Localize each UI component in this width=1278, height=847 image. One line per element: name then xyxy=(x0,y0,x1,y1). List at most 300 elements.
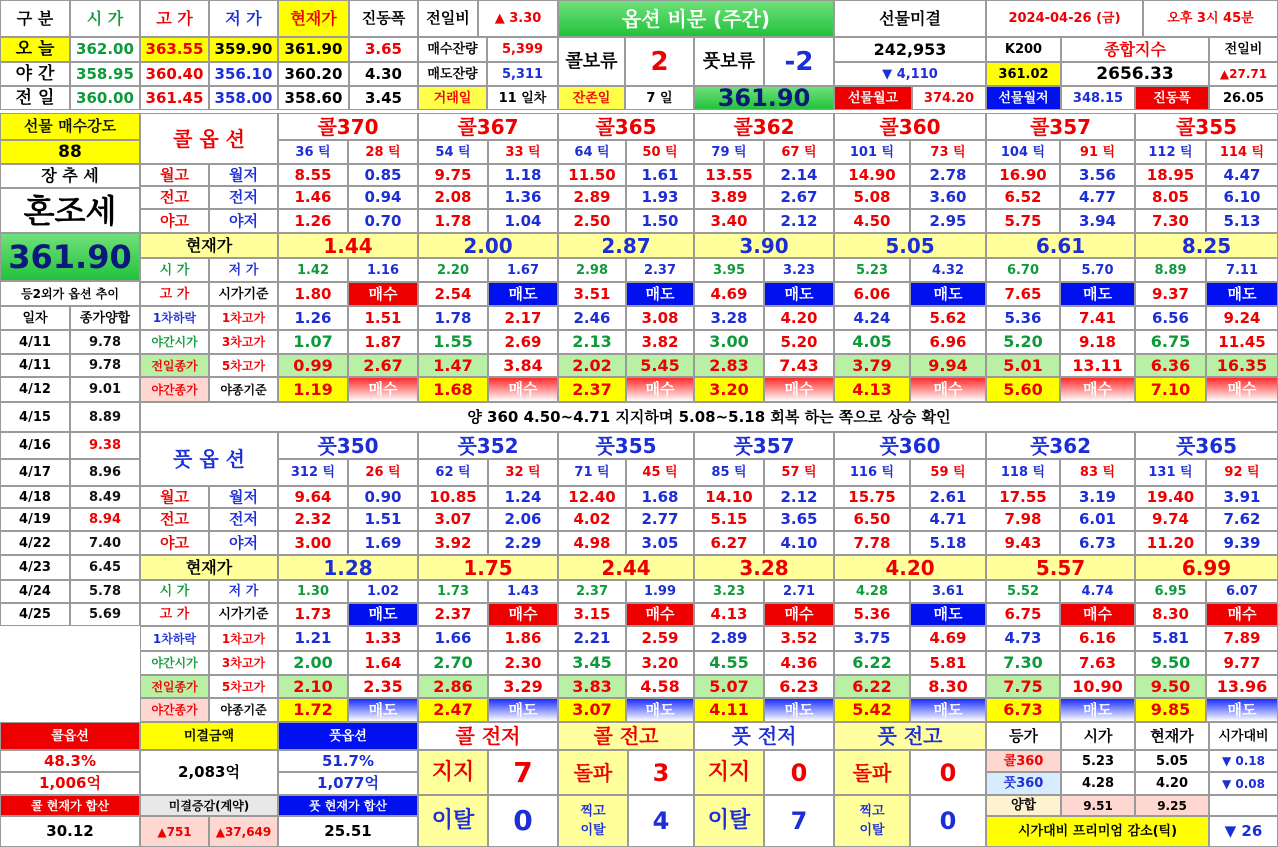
fifth-high: 3.84 xyxy=(488,354,558,377)
option-open: 3.95 xyxy=(694,258,764,282)
third-high: 11.45 xyxy=(1206,330,1278,354)
prev-close: 3.79 xyxy=(834,354,910,377)
col-val: 종가양합 xyxy=(70,306,140,330)
first-low: 1.66 xyxy=(418,626,488,651)
night-close: 3.20 xyxy=(694,377,764,402)
tick-1: 64 틱 xyxy=(558,140,626,164)
option-cur-price: 1.44 xyxy=(278,233,418,258)
fut-mon-high: 374.20 xyxy=(912,86,986,110)
night-high: 3.00 xyxy=(278,531,348,555)
option-high: 1.73 xyxy=(278,603,348,626)
night-high: 3.40 xyxy=(694,209,764,233)
equal-cmp-label: 시가대비 xyxy=(1209,722,1278,750)
session-range: 4.30 xyxy=(349,62,418,86)
prev-close: 9.50 xyxy=(1135,675,1206,698)
tick-1: 112 틱 xyxy=(1135,140,1206,164)
tick-1: 71 틱 xyxy=(558,459,626,486)
option-cur-price: 2.44 xyxy=(558,555,694,580)
row-label: 월저 xyxy=(209,164,278,186)
month-low: 0.90 xyxy=(348,486,418,508)
tick-1: 62 틱 xyxy=(418,459,488,486)
first-low: 2.46 xyxy=(558,306,626,330)
night-open: 2.13 xyxy=(558,330,626,354)
prev-low: 2.06 xyxy=(488,508,558,531)
touch-label xyxy=(558,795,628,847)
openbase-label: 시가기준 xyxy=(209,282,278,306)
night-open: 4.55 xyxy=(694,651,764,675)
option-open: 1.73 xyxy=(418,580,488,603)
session-low: 358.00 xyxy=(209,86,278,110)
first-high: 2.17 xyxy=(488,306,558,330)
prev-high: 2.08 xyxy=(418,186,488,209)
option-open: 4.28 xyxy=(834,580,910,603)
night-signal-badge: 매도 xyxy=(764,698,834,722)
trend-val: 혼조세 xyxy=(0,188,140,233)
night-signal-badge: 매수 xyxy=(348,377,418,402)
third-high-label: 3차고가 xyxy=(209,330,278,354)
third-high: 5.20 xyxy=(764,330,834,354)
month-low: 4.47 xyxy=(1206,164,1278,186)
buy-remain-label: 매수잔량 xyxy=(418,37,487,62)
night-close: 5.42 xyxy=(834,698,910,722)
trade-day-val: 11 일차 xyxy=(487,86,558,110)
night-open: 3.45 xyxy=(558,651,626,675)
month-low: 2.12 xyxy=(764,486,834,508)
strike-name: 풋355 xyxy=(558,432,694,459)
night-low: 2.29 xyxy=(488,531,558,555)
month-high: 15.75 xyxy=(834,486,910,508)
list-item-date: 4/11 xyxy=(0,354,70,377)
fifth-high: 3.29 xyxy=(488,675,558,698)
option-cur-price: 2.00 xyxy=(418,233,558,258)
night-high: 11.20 xyxy=(1135,531,1206,555)
option-low: 1.99 xyxy=(626,580,694,603)
leave-count: 0 xyxy=(488,795,558,847)
list-item-val: 8.94 xyxy=(70,508,140,531)
night-high: 3.92 xyxy=(418,531,488,555)
first-high: 9.24 xyxy=(1206,306,1278,330)
low-label: 저 가 xyxy=(209,258,278,282)
equal-call-open: 5.23 xyxy=(1061,750,1135,772)
trend-label: 장 추 세 xyxy=(0,164,140,188)
break-count: 3 xyxy=(628,750,694,795)
first-low: 3.28 xyxy=(694,306,764,330)
call-amt: 1,006억 xyxy=(0,772,140,795)
put-summary-label: 풋옵션 xyxy=(278,722,418,750)
unsettled-inc-label: 미결증감(계약) xyxy=(140,795,278,816)
unsettled-inc-1: ▲751 xyxy=(140,816,209,847)
leave-label: 이탈 xyxy=(418,795,488,847)
list-item-date: 4/11 xyxy=(0,330,70,354)
night-base-label: 야종기준 xyxy=(209,698,278,722)
row-label: 월고 xyxy=(140,164,209,186)
prev-high: 2.89 xyxy=(558,186,626,209)
night-open: 1.07 xyxy=(278,330,348,354)
prev-close: 0.99 xyxy=(278,354,348,377)
third-high: 5.81 xyxy=(910,651,986,675)
option-open: 1.42 xyxy=(278,258,348,282)
first-low: 1.21 xyxy=(278,626,348,651)
option-low: 1.02 xyxy=(348,580,418,603)
fifth-high: 7.43 xyxy=(764,354,834,377)
option-open: 8.89 xyxy=(1135,258,1206,282)
night-low: 9.39 xyxy=(1206,531,1278,555)
prev-high: 5.08 xyxy=(834,186,910,209)
time-label: 오후 3시 45분 xyxy=(1143,0,1278,37)
first-high: 4.20 xyxy=(764,306,834,330)
option-low: 1.67 xyxy=(488,258,558,282)
option-low: 1.43 xyxy=(488,580,558,603)
session-high: 360.40 xyxy=(140,62,209,86)
list-item-val: 9.01 xyxy=(70,377,140,402)
option-cur-price: 6.99 xyxy=(1135,555,1278,580)
strike-name: 콜367 xyxy=(418,113,558,140)
night-high: 7.78 xyxy=(834,531,910,555)
tick-1: 79 틱 xyxy=(694,140,764,164)
strength-val: 88 xyxy=(0,140,140,164)
remain-day-label: 잔존일 xyxy=(558,86,625,110)
strike-name: 풋365 xyxy=(1135,432,1278,459)
chart-label: 등2외가 옵션 추이 xyxy=(0,281,140,306)
list-item-val: 8.96 xyxy=(70,459,140,486)
tick-2: 92 틱 xyxy=(1206,459,1278,486)
open-label: 시 가 xyxy=(140,258,209,282)
night-close-label: 야간종가 xyxy=(140,698,209,722)
option-cur-price: 4.20 xyxy=(834,555,986,580)
fifth-high: 13.11 xyxy=(1060,354,1135,377)
list-item-val: 6.45 xyxy=(70,555,140,580)
third-high: 9.77 xyxy=(1206,651,1278,675)
cur-label: 현재가 xyxy=(140,555,278,580)
signal-badge: 매수 xyxy=(1060,603,1135,626)
touch-line-2: 이탈 xyxy=(859,823,885,838)
equal-sum-cur: 9.25 xyxy=(1135,795,1209,816)
strike-name: 콜360 xyxy=(834,113,986,140)
night-low: 3.05 xyxy=(626,531,694,555)
session-high: 361.45 xyxy=(140,86,209,110)
tick-1: 131 틱 xyxy=(1135,459,1206,486)
list-item-date: 4/16 xyxy=(0,432,70,459)
prev-high: 6.52 xyxy=(986,186,1060,209)
touch-line-2: 이탈 xyxy=(580,823,606,838)
openbase-label: 시가기준 xyxy=(209,603,278,626)
option-high: 7.65 xyxy=(986,282,1060,306)
prev-close: 5.01 xyxy=(986,354,1060,377)
put-high-title: 풋 전고 xyxy=(834,722,986,750)
first-low-label: 1차하락 xyxy=(140,306,209,330)
first-high: 3.52 xyxy=(764,626,834,651)
option-cur-price: 5.05 xyxy=(834,233,986,258)
option-high: 4.69 xyxy=(694,282,764,306)
night-open: 4.05 xyxy=(834,330,910,354)
night-close: 2.37 xyxy=(558,377,626,402)
low-label: 저 가 xyxy=(209,580,278,603)
list-item-val: 7.40 xyxy=(70,531,140,555)
list-item-date: 4/25 xyxy=(0,603,70,626)
header-low: 저 가 xyxy=(209,0,278,37)
night-close: 1.19 xyxy=(278,377,348,402)
prev-low: 6.10 xyxy=(1206,186,1278,209)
list-item-date: 4/23 xyxy=(0,555,70,580)
tick-2: 114 틱 xyxy=(1206,140,1278,164)
fut-unsettled-label: 선물미결 xyxy=(834,0,986,37)
session-name: 야 간 xyxy=(0,62,70,86)
option-cur-price: 2.87 xyxy=(558,233,694,258)
option-low: 7.11 xyxy=(1206,258,1278,282)
equal-put-cur: 4.20 xyxy=(1135,772,1209,795)
first-low: 1.26 xyxy=(278,306,348,330)
call-summary-label: 콜옵션 xyxy=(0,722,140,750)
night-low: 5.13 xyxy=(1206,209,1278,233)
option-high: 3.51 xyxy=(558,282,626,306)
night-signal-badge: 매도 xyxy=(1206,698,1278,722)
night-high: 1.26 xyxy=(278,209,348,233)
night-open: 6.22 xyxy=(834,651,910,675)
fifth-high: 2.35 xyxy=(348,675,418,698)
option-open: 6.70 xyxy=(986,258,1060,282)
option-low: 2.71 xyxy=(764,580,834,603)
month-low: 3.56 xyxy=(1060,164,1135,186)
list-item-date: 4/17 xyxy=(0,459,70,486)
premium-label: 시가대비 프리미엄 감소(틱) xyxy=(986,816,1209,847)
month-low: 3.91 xyxy=(1206,486,1278,508)
call-sum-label: 콜 현재가 합산 xyxy=(0,795,140,816)
touch-line-1: 찍고 xyxy=(859,804,885,819)
list-item-val: 5.78 xyxy=(70,580,140,603)
option-cur-price: 1.28 xyxy=(278,555,418,580)
first-high: 5.62 xyxy=(910,306,986,330)
prev-high: 1.46 xyxy=(278,186,348,209)
night-low: 2.12 xyxy=(764,209,834,233)
option-open: 5.52 xyxy=(986,580,1060,603)
p-hold-count: 0 xyxy=(764,750,834,795)
fifth-high: 8.30 xyxy=(910,675,986,698)
third-high: 9.18 xyxy=(1060,330,1135,354)
first-low: 3.75 xyxy=(834,626,910,651)
high-label: 고 가 xyxy=(140,282,209,306)
row-label: 월고 xyxy=(140,486,209,508)
night-open: 2.00 xyxy=(278,651,348,675)
prev-close: 3.83 xyxy=(558,675,626,698)
fifth-high-label: 5차고가 xyxy=(209,354,278,377)
list-item-val: 9.78 xyxy=(70,354,140,377)
month-low: 3.19 xyxy=(1060,486,1135,508)
night-open: 6.75 xyxy=(1135,330,1206,354)
option-high: 6.75 xyxy=(986,603,1060,626)
equal-call-cur: 5.05 xyxy=(1135,750,1209,772)
month-low: 1.68 xyxy=(626,486,694,508)
list-item-date: 4/12 xyxy=(0,377,70,402)
option-low: 4.74 xyxy=(1060,580,1135,603)
option-cur-price: 3.90 xyxy=(694,233,834,258)
prev-high: 3.89 xyxy=(694,186,764,209)
night-low: 5.18 xyxy=(910,531,986,555)
first-low: 2.21 xyxy=(558,626,626,651)
prev-high: 6.50 xyxy=(834,508,910,531)
night-low: 6.73 xyxy=(1060,531,1135,555)
list-item-date: 4/19 xyxy=(0,508,70,531)
signal-badge: 매도 xyxy=(764,282,834,306)
signal-badge: 매수 xyxy=(1206,603,1278,626)
night-close: 3.07 xyxy=(558,698,626,722)
third-high: 7.63 xyxy=(1060,651,1135,675)
night-signal-badge: 매도 xyxy=(348,698,418,722)
night-open: 7.30 xyxy=(986,651,1060,675)
unsettled-val: 242,953 xyxy=(834,37,986,62)
strike-name: 풋357 xyxy=(694,432,834,459)
fifth-high: 4.58 xyxy=(626,675,694,698)
night-high: 9.43 xyxy=(986,531,1060,555)
option-cur-price: 5.57 xyxy=(986,555,1135,580)
first-high: 1.51 xyxy=(348,306,418,330)
first-high: 7.89 xyxy=(1206,626,1278,651)
tick-1: 36 틱 xyxy=(278,140,348,164)
call-pct: 48.3% xyxy=(0,750,140,772)
strike-name: 콜365 xyxy=(558,113,694,140)
big-current-price: 361.90 xyxy=(694,86,834,110)
night-high: 6.27 xyxy=(694,531,764,555)
third-high: 4.36 xyxy=(764,651,834,675)
strike-name: 풋352 xyxy=(418,432,558,459)
put-sum: 25.51 xyxy=(278,816,418,847)
row-label: 야저 xyxy=(209,209,278,233)
p-touch-label xyxy=(834,795,910,847)
night-high: 5.75 xyxy=(986,209,1060,233)
fifth-high: 10.90 xyxy=(1060,675,1135,698)
page-title: 옵션 비문 (주간) xyxy=(558,0,834,37)
first-low: 2.89 xyxy=(694,626,764,651)
strike-name: 콜357 xyxy=(986,113,1135,140)
option-high: 5.36 xyxy=(834,603,910,626)
high-label: 고 가 xyxy=(140,603,209,626)
unsettled-inc-2: ▲37,649 xyxy=(209,816,278,847)
prev-low: 6.01 xyxy=(1060,508,1135,531)
prev-close: 2.02 xyxy=(558,354,626,377)
row-label: 야저 xyxy=(209,531,278,555)
prev-low: 2.67 xyxy=(764,186,834,209)
call-keep-val: 2 xyxy=(625,37,694,86)
comment-text: 양 360 4.50~4.71 지지하며 5.08~5.18 회복 하는 쪽으로 상승 확인 xyxy=(140,402,1278,432)
option-high: 9.37 xyxy=(1135,282,1206,306)
strength-label: 선물 매수강도 xyxy=(0,113,140,140)
tick-2: 57 틱 xyxy=(764,459,834,486)
option-high: 2.54 xyxy=(418,282,488,306)
night-signal-badge: 매도 xyxy=(626,698,694,722)
jin-label: 진동폭 xyxy=(1135,86,1209,110)
first-low: 4.24 xyxy=(834,306,910,330)
night-signal-badge: 매도 xyxy=(910,698,986,722)
option-open: 2.37 xyxy=(558,580,626,603)
prev-close: 1.47 xyxy=(418,354,488,377)
fut-mon-low-label: 선물월저 xyxy=(986,86,1061,110)
option-low: 1.16 xyxy=(348,258,418,282)
prev-low: 3.65 xyxy=(764,508,834,531)
tick-2: 50 틱 xyxy=(626,140,694,164)
session-high: 363.55 xyxy=(140,37,209,62)
list-item-date: 4/18 xyxy=(0,486,70,508)
option-high: 3.15 xyxy=(558,603,626,626)
night-base-label: 야종기준 xyxy=(209,377,278,402)
row-label: 전저 xyxy=(209,186,278,209)
unsettled-change: ▼ 4,110 xyxy=(834,62,986,86)
month-high: 14.10 xyxy=(694,486,764,508)
month-high: 19.40 xyxy=(1135,486,1206,508)
night-high: 7.30 xyxy=(1135,209,1206,233)
header-high: 고 가 xyxy=(140,0,209,37)
third-high: 2.69 xyxy=(488,330,558,354)
night-low: 2.95 xyxy=(910,209,986,233)
signal-badge: 매도 xyxy=(910,282,986,306)
tick-1: 116 틱 xyxy=(834,459,910,486)
strike-name: 풋362 xyxy=(986,432,1135,459)
header-range: 진동폭 xyxy=(349,0,418,37)
prev-high: 2.32 xyxy=(278,508,348,531)
night-signal-badge: 매수 xyxy=(910,377,986,402)
third-high: 1.87 xyxy=(348,330,418,354)
touch-count: 4 xyxy=(628,795,694,847)
equal-label: 등가 xyxy=(986,722,1061,750)
hold-label: 지지 xyxy=(418,750,488,795)
month-low: 2.61 xyxy=(910,486,986,508)
fifth-high-label: 5차고가 xyxy=(209,675,278,698)
month-high: 12.40 xyxy=(558,486,626,508)
strike-name: 풋360 xyxy=(834,432,986,459)
option-cur-price: 1.75 xyxy=(418,555,558,580)
signal-badge: 매수 xyxy=(764,603,834,626)
month-low: 0.85 xyxy=(348,164,418,186)
strike-name: 콜362 xyxy=(694,113,834,140)
third-high-label: 3차고가 xyxy=(209,651,278,675)
put-sum-label: 풋 현재가 합산 xyxy=(278,795,418,816)
third-high: 2.30 xyxy=(488,651,558,675)
list-item-val: 8.49 xyxy=(70,486,140,508)
signal-badge: 매도 xyxy=(488,282,558,306)
night-signal-badge: 매수 xyxy=(1060,377,1135,402)
hold-count: 7 xyxy=(488,750,558,795)
first-high-label: 1차고가 xyxy=(209,306,278,330)
night-signal-badge: 매수 xyxy=(1206,377,1278,402)
p-touch-count: 0 xyxy=(910,795,986,847)
fut-mon-high-label: 선물월고 xyxy=(834,86,912,110)
signal-badge: 매도 xyxy=(626,282,694,306)
session-cur: 361.90 xyxy=(278,37,349,62)
night-high: 1.78 xyxy=(418,209,488,233)
night-open: 1.55 xyxy=(418,330,488,354)
equal-put-name: 풋360 xyxy=(986,772,1061,795)
p-leave-count: 7 xyxy=(764,795,834,847)
prev-close-label: 전일종가 xyxy=(140,354,209,377)
tick-2: 83 틱 xyxy=(1060,459,1135,486)
first-low: 5.36 xyxy=(986,306,1060,330)
tick-2: 73 틱 xyxy=(910,140,986,164)
row-label: 야고 xyxy=(140,209,209,233)
tick-2: 26 틱 xyxy=(348,459,418,486)
prev-high: 3.07 xyxy=(418,508,488,531)
prev-low: 7.62 xyxy=(1206,508,1278,531)
month-low: 2.14 xyxy=(764,164,834,186)
equal-sum-label: 양합 xyxy=(986,795,1061,816)
session-name: 오 늘 xyxy=(0,37,70,62)
sell-remain-val: 5,311 xyxy=(487,62,558,86)
row-label: 전저 xyxy=(209,508,278,531)
month-high: 10.85 xyxy=(418,486,488,508)
prev-high: 9.74 xyxy=(1135,508,1206,531)
call-high-title: 콜 전고 xyxy=(558,722,694,750)
first-high: 1.33 xyxy=(348,626,418,651)
call-keep-label: 콜보류 xyxy=(558,37,625,86)
k200-label: K200 xyxy=(986,37,1061,62)
first-high-label: 1차고가 xyxy=(209,626,278,651)
